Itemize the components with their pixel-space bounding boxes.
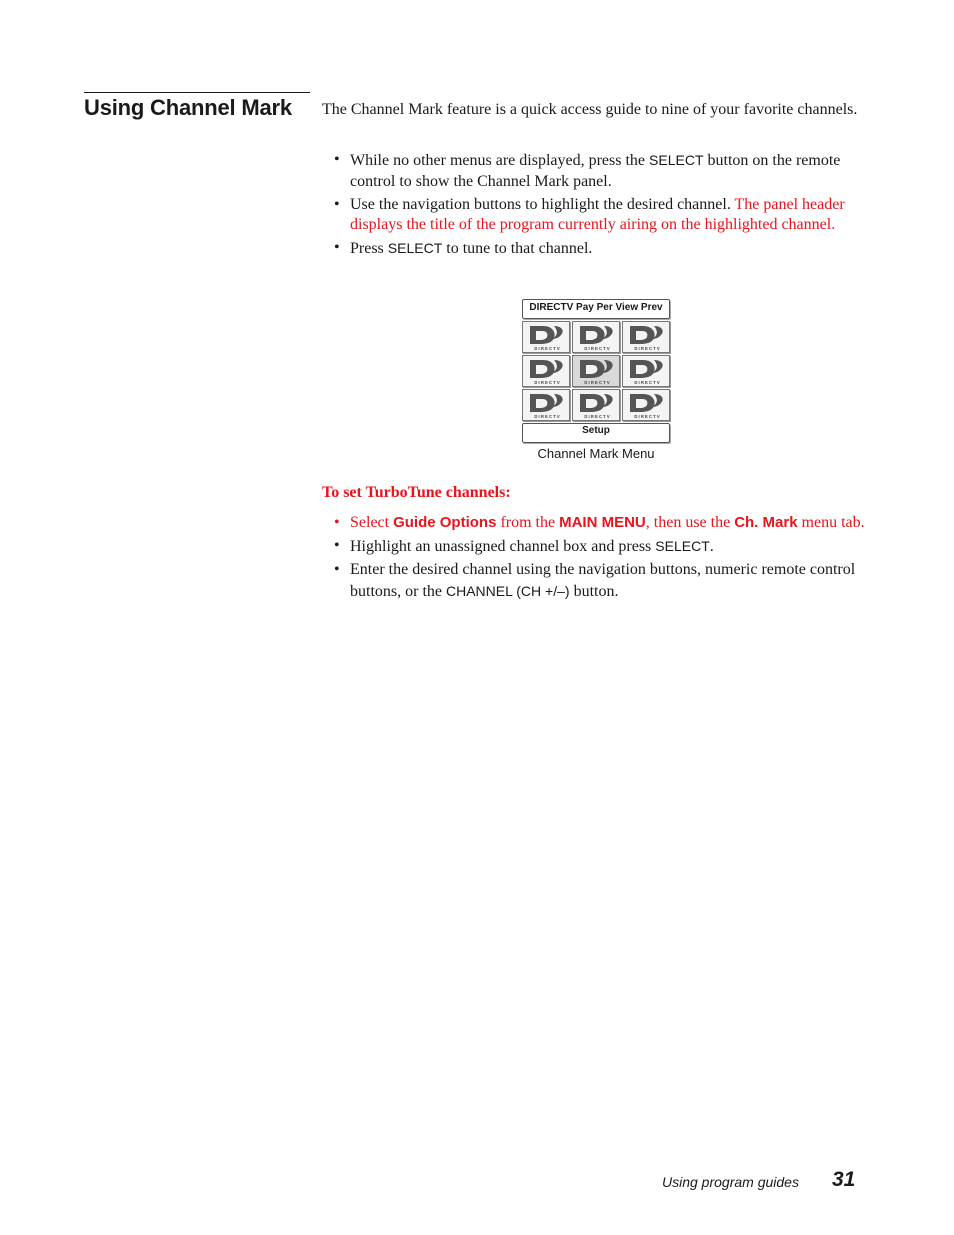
list-item: • While no other menus are displayed, press the SELECT button on the remote control to show the Channel Mark panel. bbox=[334, 151, 841, 190]
svg-text:D I R E C T V: D I R E C T V bbox=[584, 414, 610, 419]
svg-text:D I R E C T V: D I R E C T V bbox=[634, 380, 660, 385]
directv-logo-icon bbox=[527, 358, 567, 385]
procedure-heading: To set TurboTune channels: bbox=[322, 484, 511, 501]
svg-text:D I R E C T V: D I R E C T V bbox=[584, 380, 610, 385]
key-select: SELECT bbox=[387, 240, 443, 256]
svg-text:D I R E C T V: D I R E C T V bbox=[534, 380, 560, 385]
svg-text:D I R E C T V: D I R E C T V bbox=[534, 414, 560, 419]
directv-logo-icon bbox=[577, 324, 617, 351]
svg-text:D I R E C T V: D I R E C T V bbox=[534, 346, 560, 351]
procedure-list bbox=[322, 513, 872, 605]
section-rule bbox=[84, 92, 310, 93]
key-select: SELECT bbox=[655, 538, 710, 554]
page-number: 31 bbox=[832, 1168, 856, 1191]
list-item: • Select Guide Options from the MAIN MENU, then use the Ch. Mark menu tab. bbox=[334, 514, 865, 531]
channel-box[interactable] bbox=[622, 389, 670, 421]
channel-box[interactable] bbox=[622, 321, 670, 353]
svg-text:D I R E C T V: D I R E C T V bbox=[634, 346, 660, 351]
footer-chapter: Using program guides bbox=[662, 1174, 799, 1190]
channel-box[interactable] bbox=[572, 321, 620, 353]
list-item: • Use the navigation buttons to highlight the desired channel. The panel header displays the title of the program currently airing on the highlighted channel. bbox=[334, 195, 845, 233]
directv-logo-icon bbox=[627, 324, 667, 351]
list-item: • Highlight an unassigned channel box and press SELECT. bbox=[334, 537, 714, 555]
list-item: • Press SELECT to tune to that channel. bbox=[334, 239, 593, 257]
directv-logo-icon bbox=[627, 358, 667, 385]
menu-main-menu: MAIN MENU bbox=[559, 514, 646, 531]
intro-paragraph: The Channel Mark feature is a quick access guide to nine of your favorite channels. bbox=[322, 101, 858, 118]
channel-box[interactable] bbox=[522, 389, 570, 421]
figure-caption: Channel Mark Menu bbox=[537, 446, 655, 461]
channel-grid bbox=[522, 321, 670, 421]
directv-logo-icon bbox=[577, 358, 617, 385]
directv-logo-icon bbox=[577, 392, 617, 419]
menu-guide-options: Guide Options bbox=[393, 514, 497, 531]
setup-button[interactable]: Setup bbox=[522, 423, 670, 443]
channel-box[interactable] bbox=[522, 321, 570, 353]
directv-logo-icon bbox=[627, 392, 667, 419]
directv-logo-icon bbox=[527, 324, 567, 351]
list-item: • Enter the desired channel using the navigation buttons, numeric remote control buttons, or the CHANNEL (CH +/–) button. bbox=[334, 561, 856, 600]
channel-box[interactable] bbox=[522, 355, 570, 387]
instruction-list bbox=[322, 150, 872, 262]
channel-box-highlighted[interactable] bbox=[572, 355, 620, 387]
key-select: SELECT bbox=[649, 152, 704, 168]
panel-header: DIRECTV Pay Per View Prev bbox=[522, 299, 670, 319]
channel-box[interactable] bbox=[572, 389, 620, 421]
svg-text:D I R E C T V: D I R E C T V bbox=[584, 346, 610, 351]
menu-ch-mark: Ch. Mark bbox=[734, 514, 798, 531]
section-title: Using Channel Mark bbox=[84, 95, 292, 120]
channel-box[interactable] bbox=[622, 355, 670, 387]
key-channel: CHANNEL (CH +/–) bbox=[446, 582, 570, 599]
channel-mark-panel bbox=[522, 299, 670, 443]
directv-logo-icon bbox=[527, 392, 567, 419]
highlighted-note: The panel header displays the title of the program currently airing on the highlighted channel. bbox=[350, 195, 845, 233]
svg-text:D I R E C T V: D I R E C T V bbox=[634, 414, 660, 419]
